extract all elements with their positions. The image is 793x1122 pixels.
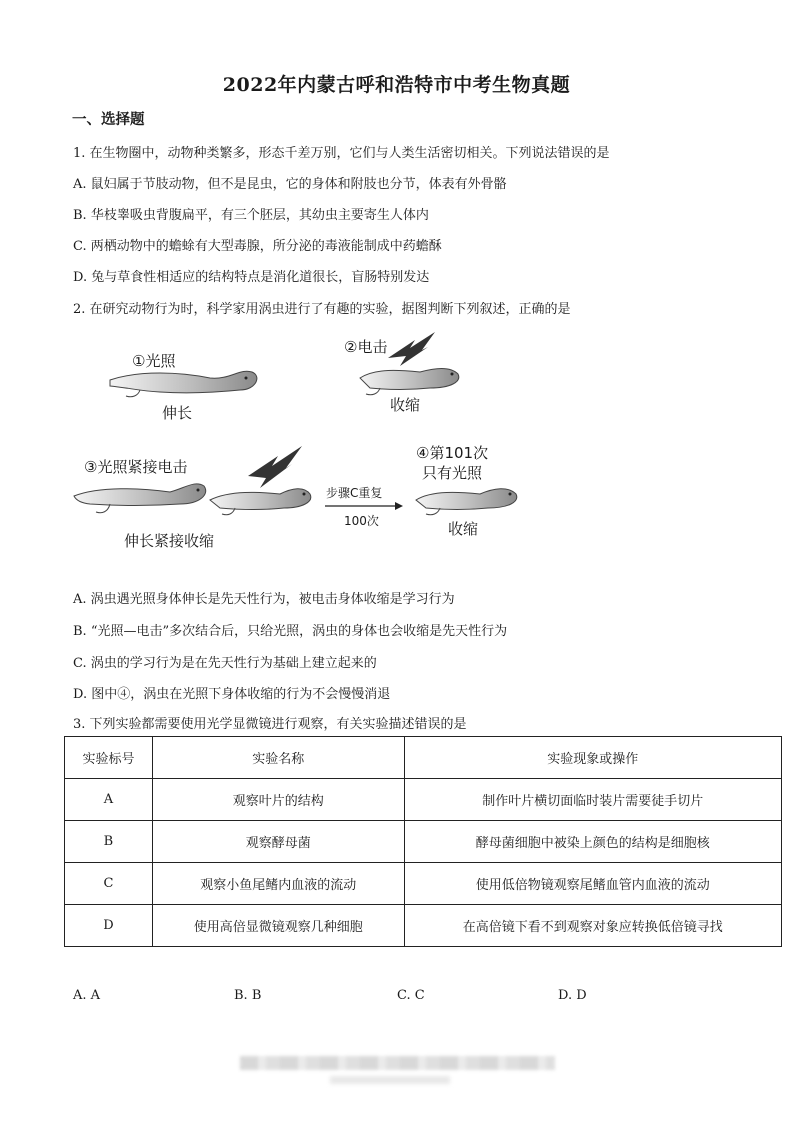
panel4-label-1: ④第101次 [416, 444, 489, 462]
table-cell: 酵母菌细胞中被染上颜色的结构是细胞核 [404, 821, 781, 863]
panel3-label: ③光照紧接电击 [84, 458, 188, 476]
lightning-icon-2 [248, 446, 302, 488]
q2-option-d: D. 图中④，涡虫在光照下身体收缩的行为不会慢慢消退 [73, 687, 391, 702]
arrow-top-label: 步骤C重复 [326, 486, 383, 500]
q3-answer-c: C. C [397, 988, 425, 1003]
panel2-caption: 收缩 [390, 396, 421, 414]
worm-contracted-4 [416, 489, 517, 515]
table-row [65, 905, 782, 947]
worm-contracted-2 [360, 369, 459, 395]
blurred-footer-2 [330, 1076, 450, 1084]
lightning-icon [388, 332, 435, 366]
table-cell: B [65, 821, 153, 863]
q1-option-c: C. 两栖动物中的蟾蜍有大型毒腺，所分泌的毒液能制成中药蟾酥 [73, 239, 442, 254]
panel4-caption: 收缩 [448, 520, 479, 538]
table-cell: 观察小鱼尾鳍内血液的流动 [152, 863, 404, 905]
q2-option-a: A. 涡虫遇光照身体伸长是先天性行为，被电击身体收缩是学习行为 [73, 592, 455, 607]
q2-option-b: B. “光照—电击”多次结合后，只给光照，涡虫的身体也会收缩是先天性行为 [73, 624, 508, 639]
arrow-head-icon [395, 502, 403, 510]
table-cell: 使用高倍显微镜观察几种细胞 [152, 905, 404, 947]
planarian-experiment-figure [70, 328, 540, 558]
panel3-caption: 伸长紧接收缩 [124, 532, 215, 550]
section-heading: 一、选择题 [72, 111, 145, 128]
q3-answer-d: D. D [558, 988, 587, 1003]
q1-option-d: D. 兔与草食性相适应的结构特点是消化道很长，盲肠特别发达 [73, 270, 430, 285]
blurred-footer [240, 1056, 555, 1070]
worm-contracted-3 [210, 489, 311, 515]
q2-option-c: C. 涡虫的学习行为是在先天性行为基础上建立起来的 [73, 656, 377, 671]
table-row [65, 779, 782, 821]
table-cell: 观察酵母菌 [152, 821, 404, 863]
table-cell: 制作叶片横切面临时装片需要徒手切片 [404, 779, 781, 821]
table-cell: 使用低倍物镜观察尾鳍血管内血液的流动 [404, 863, 781, 905]
q1-stem: 1. 在生物圈中，动物种类繁多，形态千差万别，它们与人类生活密切相关。下列说法错误的是 [73, 146, 610, 161]
worm-elongated-1 [110, 371, 257, 397]
q3-answer-a: A. A [73, 988, 101, 1003]
table-cell: C [65, 863, 153, 905]
page-title: 2022年内蒙古呼和浩特市中考生物真题 [222, 74, 571, 96]
table-row [65, 821, 782, 863]
table-header: 实验名称 [152, 737, 404, 779]
table-cell: D [65, 905, 153, 947]
table-header-row [65, 737, 782, 779]
arrow-bottom-label: 100次 [344, 514, 379, 528]
panel1-label: ①光照 [132, 352, 176, 370]
table-row [65, 863, 782, 905]
experiment-table [64, 736, 782, 947]
q3-answer-b: B. B [234, 988, 262, 1003]
table-header: 实验现象或操作 [404, 737, 781, 779]
q1-option-a: A. 鼠妇属于节肢动物，但不是昆虫，它的身体和附肢也分节，体表有外骨骼 [73, 177, 507, 192]
panel1-caption: 伸长 [162, 404, 193, 422]
q3-stem: 3. 下列实验都需要使用光学显微镜进行观察，有关实验描述错误的是 [73, 717, 467, 732]
panel4-label-2: 只有光照 [422, 464, 483, 482]
table-header: 实验标号 [65, 737, 153, 779]
table-cell: A [65, 779, 153, 821]
worm-elongated-3 [74, 484, 206, 513]
panel2-label: ②电击 [344, 338, 388, 356]
table-cell: 在高倍镜下看不到观察对象应转换低倍镜寻找 [404, 905, 781, 947]
table-cell: 观察叶片的结构 [152, 779, 404, 821]
q2-stem: 2. 在研究动物行为时，科学家用涡虫进行了有趣的实验，据图判断下列叙述，正确的是 [73, 302, 571, 317]
q1-option-b: B. 华枝睾吸虫背腹扁平，有三个胚层，其幼虫主要寄生人体内 [73, 208, 429, 223]
